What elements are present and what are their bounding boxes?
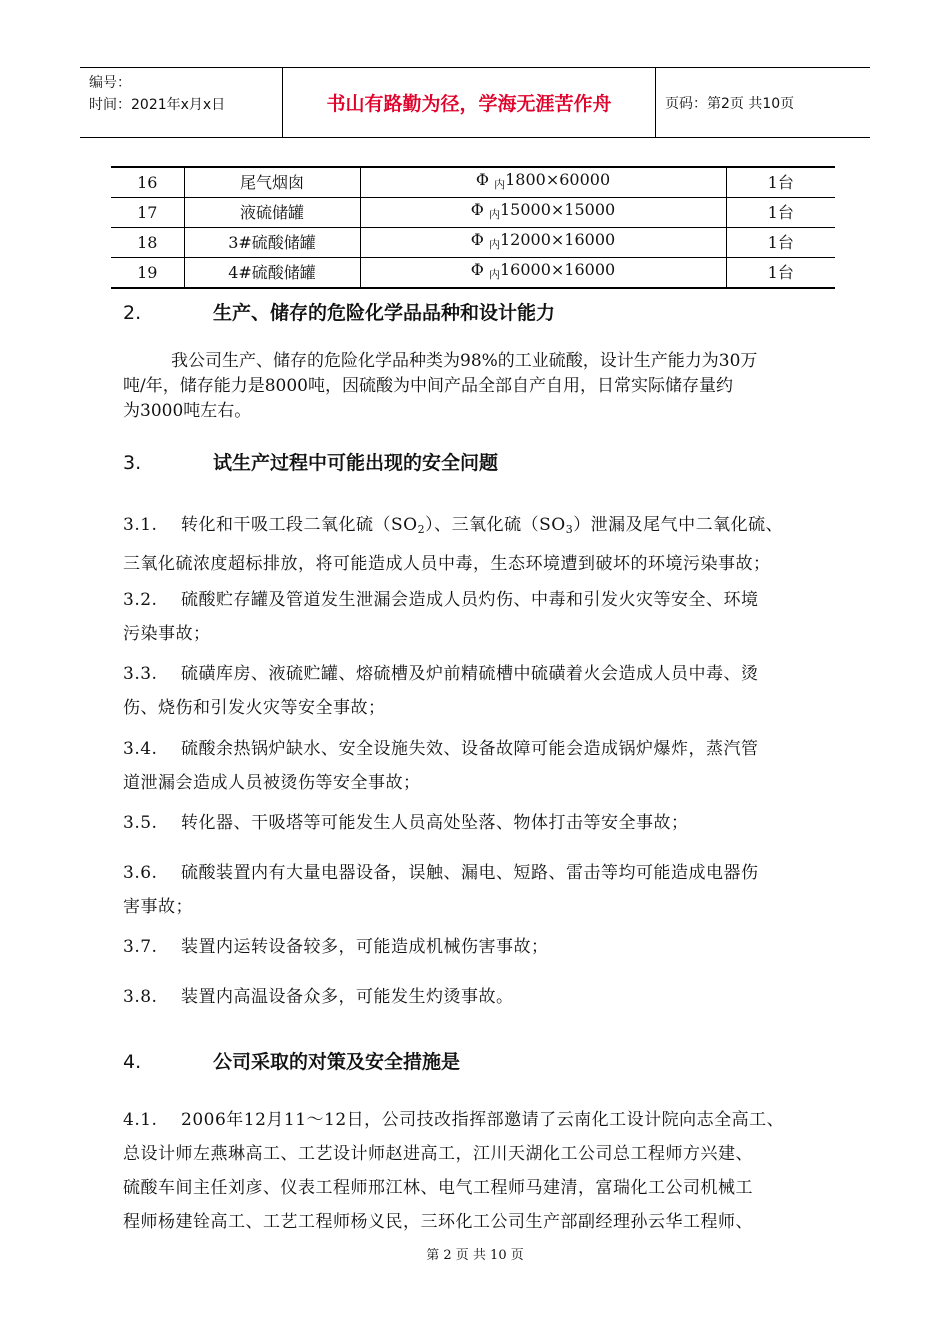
cell-qty: 1台 [726, 258, 835, 289]
list-item: 3.2. 硫酸贮存罐及管道发生泄漏会造成人员灼伤、中毒和引发火灾等安全、环境 污染事故； [123, 590, 759, 644]
equipment-table [111, 166, 835, 289]
section-title: 生产、储存的危险化学品品种和设计能力 [213, 302, 556, 324]
section-4-heading [123, 1047, 460, 1074]
list-item: 3.3. 硫磺库房、液硫贮罐、熔硫槽及炉前精硫槽中硫磺着火会造成人员中毒、烫 伤、烧伤和引发火灾等安全事故； [123, 664, 759, 718]
page-footer: 第 2 页 共 10 页 [426, 1248, 524, 1263]
cell-spec: Φ $_内$16000×16000 [360, 258, 726, 289]
table-row [111, 258, 835, 289]
section-2-paragraph [123, 349, 843, 424]
table-row [111, 198, 835, 228]
cell-qty: 1台 [726, 167, 835, 198]
list-item: 3.1. 转化和干吸工段二氧化硫$(SO_2)$、三氧化硫$(SO_3)$泄漏及尾气中二氧化硫、 三氧化硫浓度超标排放，将可能造成人员中毒，生态环境遭到破坏的环境污染事故； [123, 515, 784, 574]
table-row [111, 228, 835, 258]
paragraph-line: 为3000吨左右。 [123, 401, 252, 421]
list-item: 3.8. 装置内高温设备众多，可能发生灼烫事故。 [123, 987, 514, 1007]
document-date: 时间：2021年x月x日 [89, 97, 226, 113]
table-row [111, 167, 835, 198]
cell-spec: Φ $_内$12000×16000 [360, 228, 726, 258]
cell-spec: Φ $_内$15000×15000 [360, 198, 726, 228]
cell-no: 16 [111, 167, 184, 198]
section-title: 公司采取的对策及安全措施是 [213, 1051, 461, 1073]
section-number: 3. [123, 452, 142, 474]
list-item: 4.1. 2006年12月11～12日，公司技改指挥部邀请了云南化工设计院向志全高工、 总设计师左燕琳高工、工艺设计师赵进高工，江川天湖化工公司总工程师方兴建、 硫酸车间主任刘彦、仪表工程师邢江林、电气工程师马建清，富瑞化工公司机械工 程师杨建铨高工、工艺工程师杨义民，三环化工公司生产部副经理孙云华工程师、 [123, 1110, 785, 1232]
cell-name: 4#硫酸储罐 [184, 258, 360, 289]
cell-no: 19 [111, 258, 184, 289]
list-item: 3.7. 装置内运转设备较多，可能造成机械伤害事故； [123, 937, 549, 957]
cell-qty: 1台 [726, 198, 835, 228]
cell-qty: 1台 [726, 228, 835, 258]
cell-no: 18 [111, 228, 184, 258]
header-motto: 书山有路勤为径，学海无涯苦作舟 [283, 68, 656, 137]
section-title: 试生产过程中可能出现的安全问题 [213, 452, 499, 474]
section-number: 4. [123, 1051, 142, 1073]
header-page-info: 页码：第2页 共10页 [665, 95, 795, 112]
list-item: 3.5. 转化器、干吸塔等可能发生人员高处坠落、物体打击等安全事故； [123, 813, 689, 833]
section-2-heading [123, 298, 555, 325]
cell-name: 尾气烟囱 [184, 167, 360, 198]
page-header [80, 67, 870, 138]
cell-name: 3#硫酸储罐 [184, 228, 360, 258]
document-number-label: 编号： [89, 75, 131, 91]
cell-spec: Φ $_内$1800×60000 [360, 167, 726, 198]
cell-name: 液硫储罐 [184, 198, 360, 228]
cell-no: 17 [111, 198, 184, 228]
list-item: 3.4. 硫酸余热锅炉缺水、安全设施失效、设备故障可能会造成锅炉爆炸，蒸汽管 道泄漏会造成人员被烫伤等安全事故； [123, 739, 759, 793]
list-item: 3.6. 硫酸装置内有大量电器设备，误触、漏电、短路、雷击等均可能造成电器伤 害事故； [123, 863, 759, 917]
header-meta [80, 68, 283, 137]
paragraph-line: 我公司生产、储存的危险化学品种类为98%的工业硫酸，设计生产能力为30万 [171, 351, 758, 371]
section-3-heading [123, 448, 498, 475]
section-number: 2. [123, 302, 142, 324]
paragraph-line: 吨/年，储存能力是8000吨，因硫酸为中间产品全部自产自用，日常实际储存量约 [123, 376, 733, 396]
